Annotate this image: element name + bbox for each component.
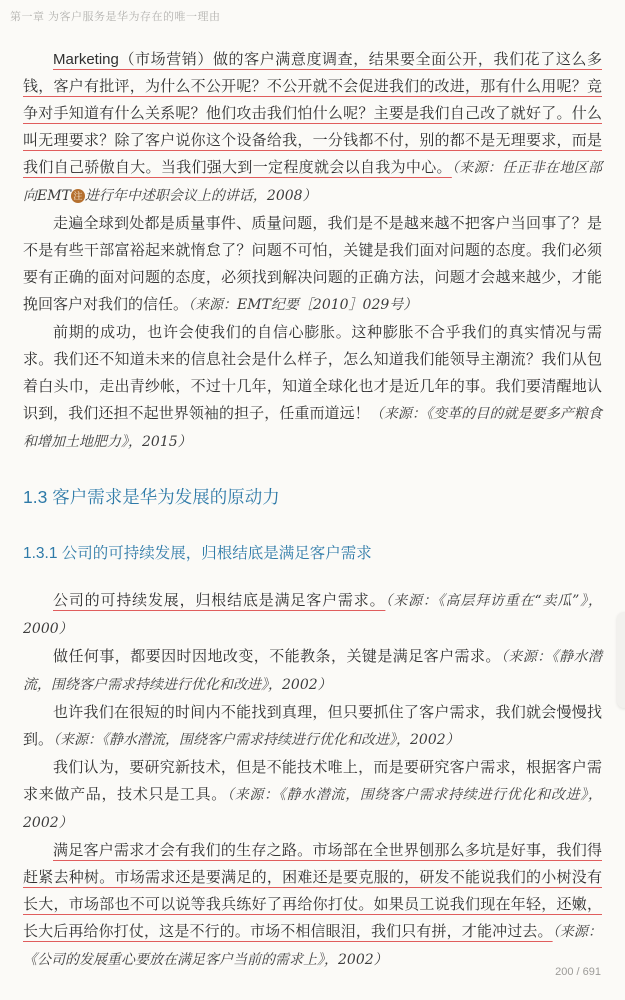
page-content — [23, 46, 602, 974]
paragraph-quote-marketing — [23, 46, 602, 210]
citation-text: （来源：《静水潜流，围绕客户需求持续进行优化和改进》，2002） — [23, 649, 602, 693]
paragraph-sustainable-development — [23, 587, 602, 643]
body-text: 我们认为，要研究新技术，但是不能技术唯上，而是要研究客户需求，根据客户需求来做产品，技术只是工具。 — [23, 759, 602, 803]
subsection-heading-1-3-1: 1.3.1 公司的可持续发展，归根结底是满足客户需求 — [23, 545, 372, 562]
paragraph-survival — [23, 837, 602, 974]
paragraph-technology — [23, 754, 602, 837]
citation-text: （来源：任正非在地区部向EMT — [23, 160, 602, 204]
page-number-indicator: 200 / 691 — [555, 966, 601, 978]
body-text: 也许我们在很短的时间内不能找到真理，但只要抓住了客户需求，我们就会慢慢找到。 — [23, 704, 602, 748]
citation-text: （来源：《静水潜流，围绕客户需求持续进行优化和改进》，2002） — [53, 732, 460, 748]
section-heading-1-3: 1.3 客户需求是华为发展的原动力 — [23, 487, 280, 507]
paragraph-quality — [23, 210, 602, 319]
underlined-quote-text: 满足客户需求才会有我们的生存之路。市场部在全世界刨那么多坑是好事，我们得赶紧去种树。市场需求还是要满足的，困难还是要克服的，研发不能说我们的小树没有长大，市场部也不可以说等我兵练好了再给你打仗。如果员工说我们现在年轻，还嫩，长大后再给你打仗，这是不行的。市场不相信眼泪，我们只有拼，才能冲过去。 — [23, 842, 602, 940]
body-text: 前期的成功，也许会使我们的自信心膨胀。这种膨胀不合乎我们的真实情况与需求。我们还不知道未来的信息社会是什么样子，怎么知道我们能领导主潮流？我们从包着白头巾，走出青纱帐，不过十几年，知道全球化也才是近几年的事。我们要清醒地认识到，我们还担不起世界领袖的担子，任重而道远！ — [23, 324, 602, 422]
citation-text: （来源：《高层拜访重在“卖瓜”》，2000） — [23, 593, 602, 637]
paragraph-truth — [23, 699, 602, 754]
body-text: 走遍全球到处都是质量事件、质量问题，我们是不是越来越不把客户当回事了？是不是有些干部富裕起来就惰怠了？问题不可怕，关键是我们面对问题的态度。我们必须要有正确的面对问题的态度，必须找到解决问题的正确方法，问题才会越来越少，才能挽回客户对我们的信任。 — [23, 215, 602, 313]
chapter-header: 第一章 为客户服务是华为存在的唯一理由 — [10, 11, 221, 23]
citation-text: （来源：《变革的目的就是要多产粮食和增加土地肥力》，2015） — [23, 406, 602, 450]
paragraph-adapt — [23, 643, 602, 699]
underlined-quote-text: Marketing（市场营销）做的客户满意度调查，结果要全面公开，我们花了这么多钱，客户有批评，为什么不公开呢？不公开就不会促进我们的改进，那有什么用呢？竞争对手知道有什么关系呢？他们攻击我们怕什么呢？主要是我们自己改了就好了。什么叫无理要求？除了客户说你这个设备给我，一分钱都不付，别的都不是无理要求，而是我们自己骄傲自大。当我们强大到一定程度就会以自我为中心。 — [23, 51, 602, 176]
footnote-badge-icon[interactable]: 注 — [71, 189, 85, 203]
paragraph-confidence — [23, 319, 602, 456]
underlined-quote-text: 公司的可持续发展，归根结底是满足客户需求。 — [53, 592, 386, 609]
scrollbar-thumb[interactable] — [617, 612, 625, 708]
citation-text: 进行年中述职会议上的讲话，2008） — [84, 188, 317, 204]
citation-text: （来源：EMT纪要［2010］029号） — [188, 297, 418, 313]
citation-text: （来源：《公司的发展重心要放在满足客户当前的需求上》，2002） — [23, 924, 603, 968]
citation-text: （来源：《静水潜流，围绕客户需求持续进行优化和改进》，2002） — [23, 787, 602, 831]
body-text: 做任何事，都要因时因地改变，不能教条，关键是满足客户需求。 — [53, 648, 501, 665]
